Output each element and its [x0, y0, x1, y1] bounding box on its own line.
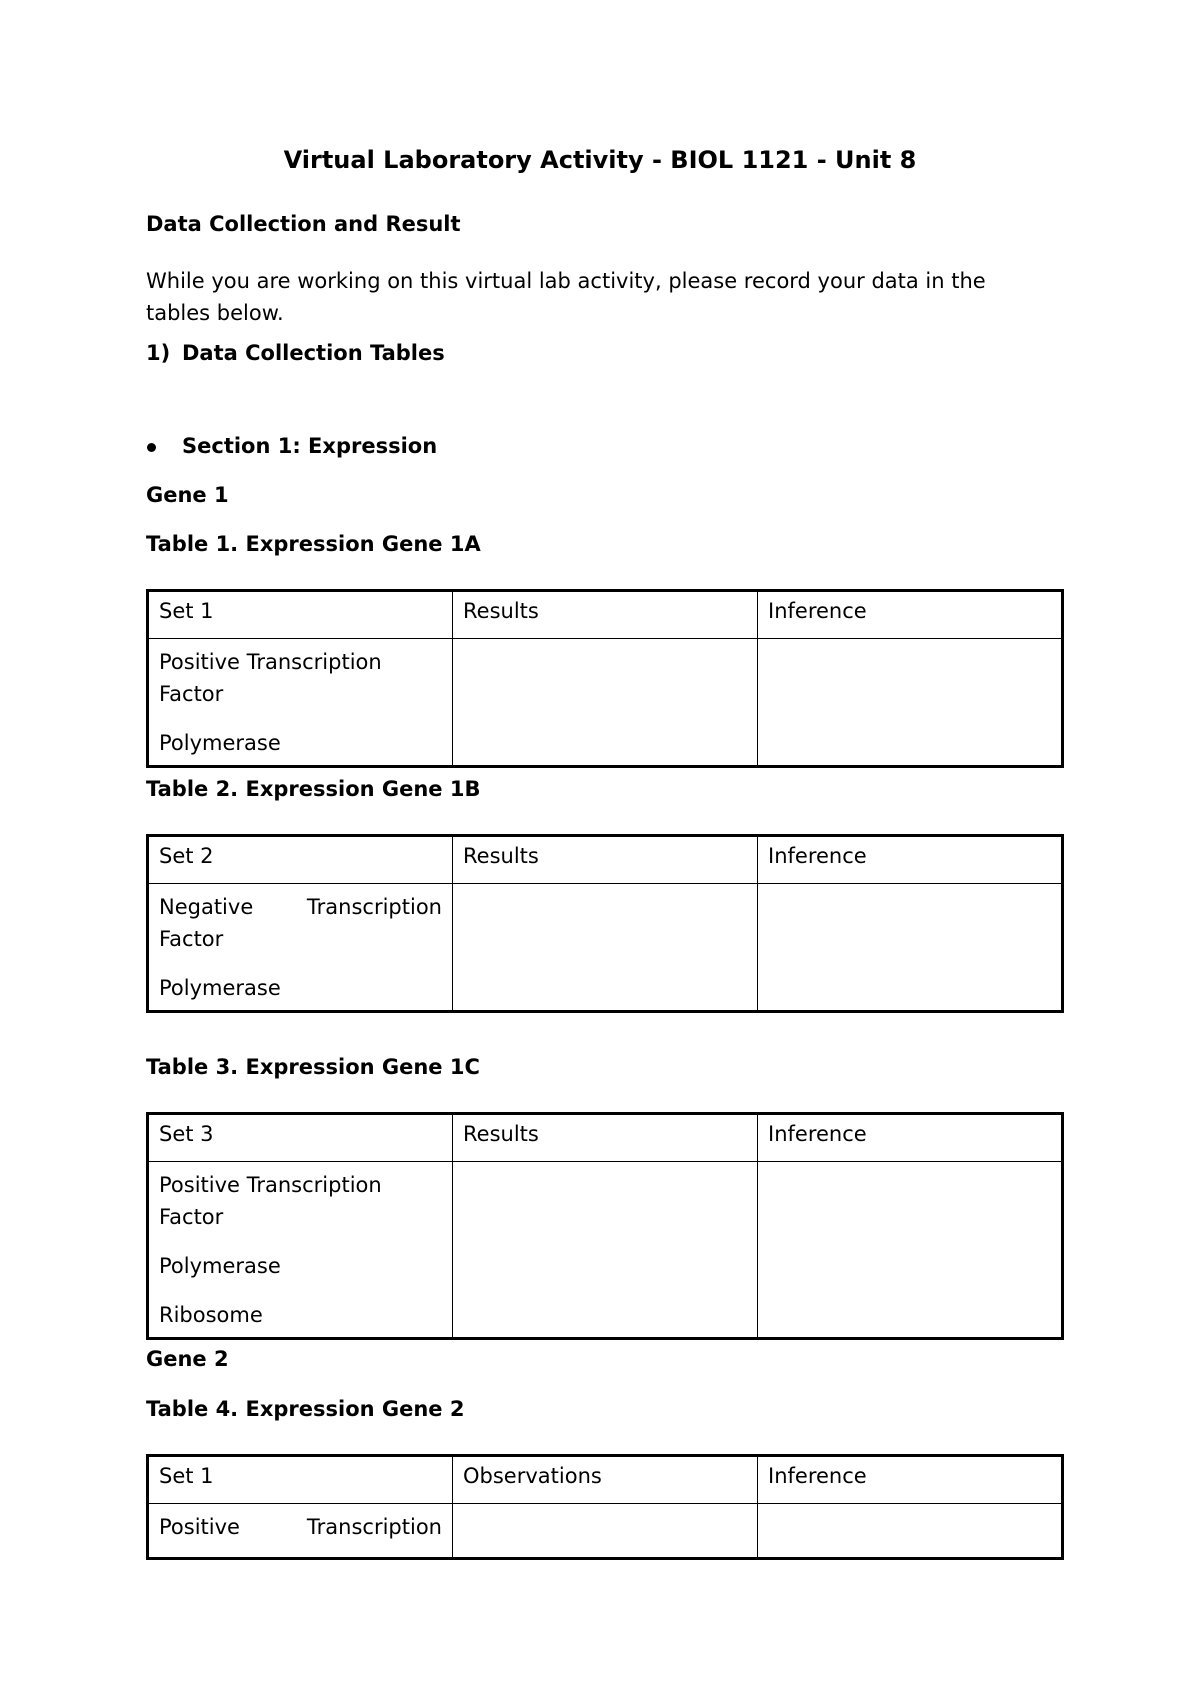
bullet-icon	[147, 443, 156, 452]
inference-cell[interactable]	[758, 1504, 1063, 1559]
list-number: 1)	[146, 341, 171, 365]
results-cell[interactable]	[453, 1162, 758, 1339]
data-table-4	[146, 1454, 1064, 1560]
table-row	[148, 884, 1063, 1012]
header-cell: Observations	[453, 1456, 758, 1504]
inference-cell[interactable]	[758, 639, 1063, 767]
set-cell	[148, 1504, 453, 1559]
results-cell[interactable]	[453, 639, 758, 767]
observations-cell[interactable]	[453, 1504, 758, 1559]
intro-paragraph: While you are working on this virtual lab activity, please record your data in the tables below.	[146, 269, 986, 325]
set-item: Polymerase	[159, 976, 281, 1000]
set-item: Polymerase	[159, 1254, 281, 1278]
table-header-row	[148, 591, 1063, 639]
inference-cell[interactable]	[758, 884, 1063, 1012]
table-header-row	[148, 836, 1063, 884]
table-row	[148, 1504, 1063, 1559]
gene1-heading: Gene 1	[146, 483, 229, 507]
set-item: Positive Transcription Factor	[159, 650, 382, 706]
data-table-1	[146, 589, 1064, 768]
set-item-wrapped	[159, 1511, 442, 1551]
data-table-3	[146, 1112, 1064, 1340]
table-caption: Table 3. Expression Gene 1C	[146, 1055, 480, 1079]
table-row	[148, 1162, 1063, 1339]
set-item-word: Negative	[159, 895, 254, 919]
list-item-text: Data Collection Tables	[182, 341, 445, 365]
set-item: Polymerase	[159, 731, 281, 755]
header-cell: Inference	[758, 836, 1063, 884]
set-item-wrapped	[159, 891, 442, 955]
bullet-item-text: Section 1: Expression	[182, 434, 438, 458]
header-cell: Set 2	[148, 836, 453, 884]
table-caption: Table 4. Expression Gene 2	[146, 1397, 465, 1421]
set-cell	[148, 1162, 453, 1339]
gene2-heading: Gene 2	[146, 1347, 229, 1371]
set-item-word: Transcription	[306, 895, 442, 919]
data-table-2	[146, 834, 1064, 1013]
table-header-row	[148, 1114, 1063, 1162]
table-caption: Table 2. Expression Gene 1B	[146, 777, 481, 801]
set-item-word: Transcription	[306, 1515, 442, 1539]
set-item-word: Positive	[159, 1515, 240, 1539]
set-item: Positive Transcription Factor	[159, 1173, 382, 1229]
numbered-list-item	[146, 341, 445, 365]
header-cell: Results	[453, 836, 758, 884]
inference-cell[interactable]	[758, 1162, 1063, 1339]
set-item-word: Factor	[159, 927, 224, 951]
header-cell: Inference	[758, 1456, 1063, 1504]
header-cell: Inference	[758, 1114, 1063, 1162]
header-cell: Results	[453, 591, 758, 639]
results-cell[interactable]	[453, 884, 758, 1012]
set-cell	[148, 884, 453, 1012]
header-cell: Inference	[758, 591, 1063, 639]
page-title: Virtual Laboratory Activity - BIOL 1121 - Unit 8	[283, 146, 917, 174]
header-cell: Results	[453, 1114, 758, 1162]
set-cell	[148, 639, 453, 767]
section-heading: Data Collection and Result	[146, 212, 461, 236]
table-row	[148, 639, 1063, 767]
header-cell: Set 3	[148, 1114, 453, 1162]
header-cell: Set 1	[148, 591, 453, 639]
set-item: Ribosome	[159, 1303, 263, 1327]
table-header-row	[148, 1456, 1063, 1504]
header-cell: Set 1	[148, 1456, 453, 1504]
table-caption: Table 1. Expression Gene 1A	[146, 532, 481, 556]
